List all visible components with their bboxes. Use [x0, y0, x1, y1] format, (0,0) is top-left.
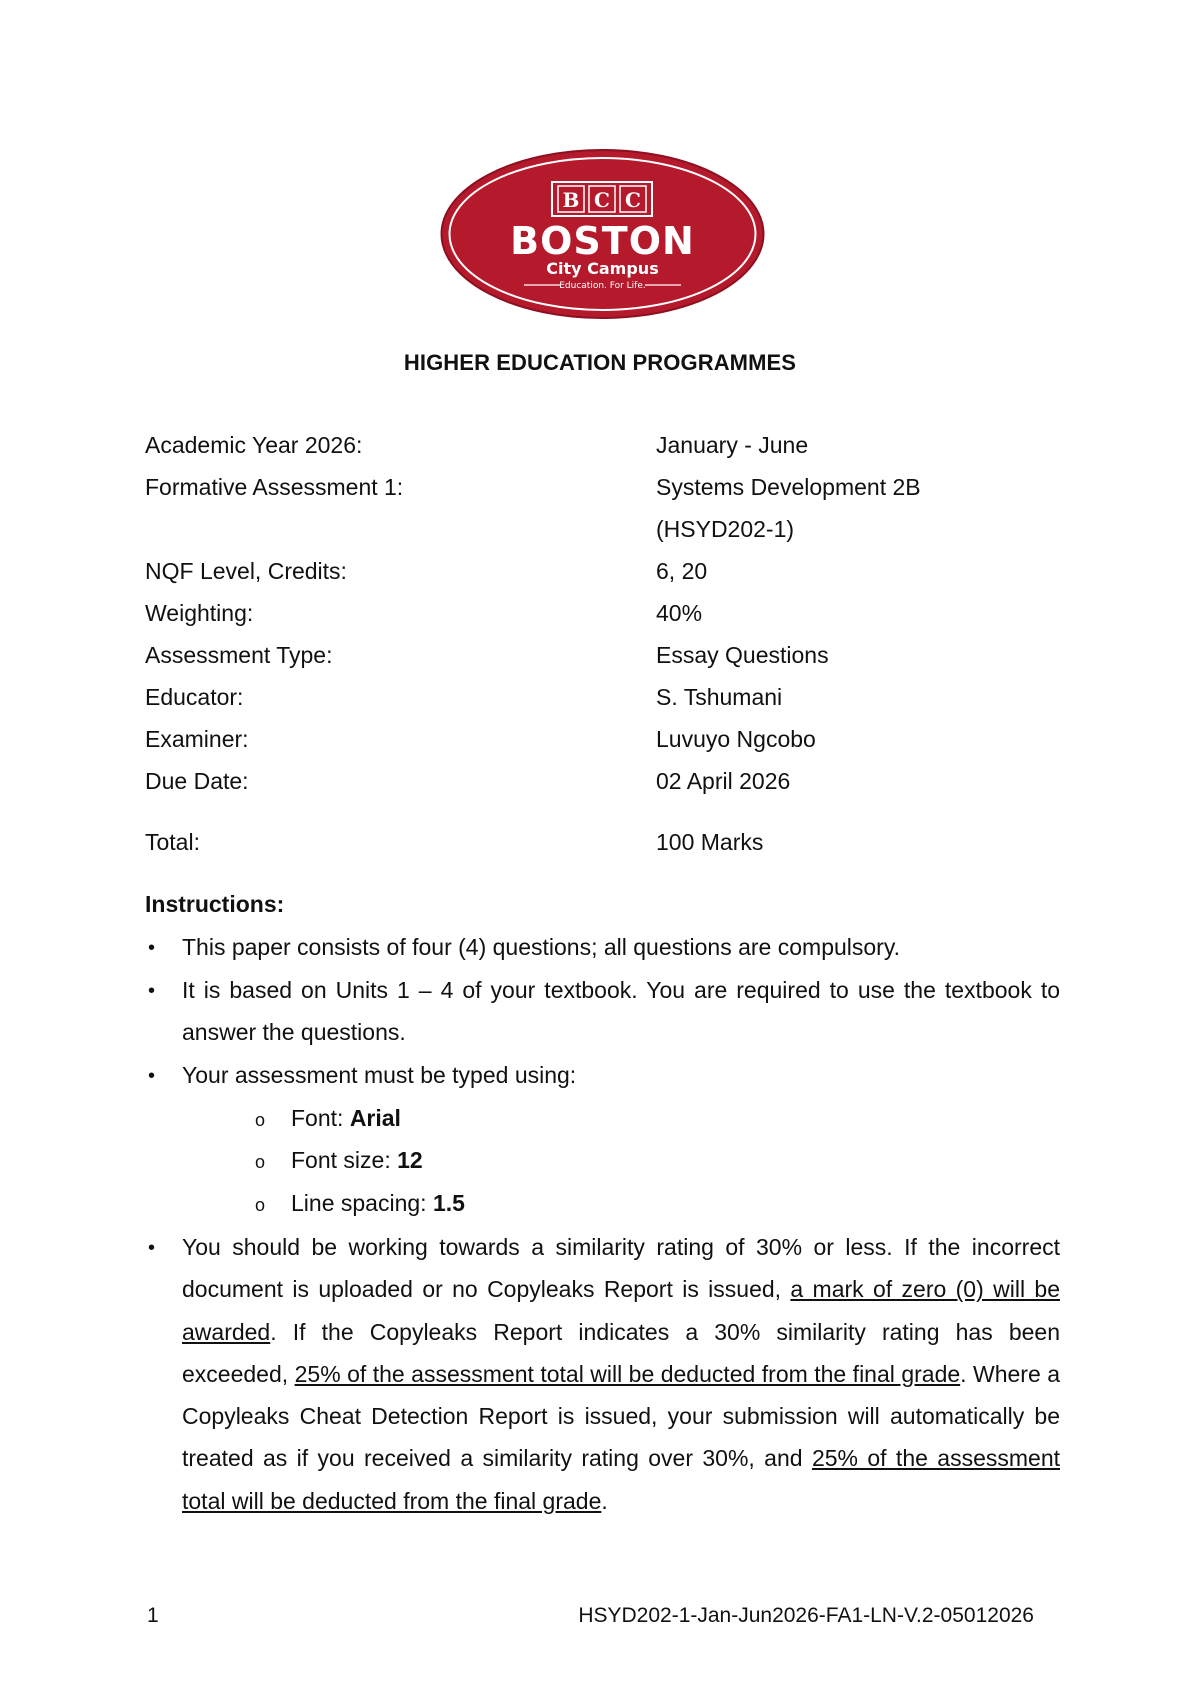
page-heading: HIGHER EDUCATION PROGRAMMES — [403, 350, 797, 375]
logo-name: BOSTON — [510, 219, 695, 263]
format-label: Font size: — [291, 1147, 398, 1173]
detail-label: Formative Assessment 1: — [145, 474, 404, 500]
logo-campus: City Campus — [546, 259, 659, 278]
detail-value: (HSYD202-1) — [656, 516, 795, 542]
detail-value: Essay Questions — [656, 642, 829, 668]
bullet-icon: • — [148, 1065, 156, 1087]
similarity-emphasis: 25% of the assessment total will be deducted from the final grade — [294, 1360, 961, 1387]
similarity-text: . If the Copyleaks Report indicates a 30% similarity rating has been exceeded, — [182, 1318, 1060, 1387]
format-value: Arial — [349, 1105, 401, 1131]
detail-value: January - June — [656, 432, 809, 458]
detail-label: Assessment Type: — [145, 642, 333, 668]
boston-city-campus-logo — [440, 148, 765, 320]
similarity-text: . Where a Copyleaks Cheat Detection Report is issued, your submission will automatically be treated as if you received a similarity rating over 30%, and — [182, 1360, 1060, 1472]
detail-value: 40% — [656, 600, 703, 626]
bullet-icon: • — [148, 937, 156, 959]
svg-text:B: B — [562, 188, 580, 212]
bullet-icon: • — [148, 980, 156, 1002]
page-number: 1 — [147, 1604, 159, 1627]
detail-label: Academic Year 2026: — [145, 432, 363, 458]
instruction-item: This paper consists of four (4) questions; all questions are compulsory. — [182, 934, 901, 960]
svg-text:C: C — [594, 188, 610, 212]
instruction-item: It is based on Units 1 – 4 of your textbook. You are required to use the textbook to answer the questions. — [182, 977, 1060, 1046]
detail-value: Systems Development 2B — [656, 474, 921, 500]
detail-value: 6, 20 — [656, 558, 708, 584]
instruction-item: Your assessment must be typed using: — [182, 1062, 577, 1088]
format-label: Font: — [291, 1105, 350, 1131]
similarity-text: You should be working towards a similarity rating of 30% or less. If the incorrect document is uploaded or no Copyleaks Report is issued, — [182, 1234, 1060, 1303]
format-value: 1.5 — [432, 1190, 465, 1216]
detail-label: Weighting: — [145, 600, 254, 626]
detail-label: Examiner: — [145, 726, 249, 752]
detail-label: Due Date: — [145, 768, 249, 794]
detail-value: 02 April 2026 — [656, 768, 791, 794]
detail-value: Luvuyo Ngcobo — [656, 726, 816, 752]
sub-bullet-icon: o — [255, 1195, 266, 1215]
similarity-text: . — [601, 1487, 608, 1514]
format-label: Line spacing: — [291, 1190, 433, 1216]
bullet-icon: • — [148, 1237, 156, 1259]
detail-label: Total: — [145, 829, 200, 855]
similarity-instruction — [182, 1226, 1060, 1522]
similarity-emphasis: 25% of the assessment total will be deducted from the final grade — [182, 1445, 1061, 1514]
instructions-title: Instructions: — [145, 891, 285, 917]
sub-bullet-icon: o — [255, 1152, 266, 1172]
logo-tagline: Education. For Life. — [559, 281, 646, 291]
format-line-spacing — [291, 1188, 465, 1218]
format-font-size — [291, 1145, 423, 1175]
format-font — [291, 1103, 401, 1133]
detail-label: Educator: — [145, 684, 244, 710]
detail-value: S. Tshumani — [656, 684, 783, 710]
sub-bullet-icon: o — [255, 1110, 266, 1130]
detail-label: NQF Level, Credits: — [145, 558, 347, 584]
detail-value: 100 Marks — [656, 829, 764, 855]
svg-text:C: C — [625, 188, 641, 212]
document-code: HSYD202-1-Jan-Jun2026-FA1-LN-V.2-05012026 — [578, 1604, 1034, 1627]
similarity-emphasis: a mark of zero (0) will be awarded — [182, 1276, 1060, 1345]
bcc-monogram — [552, 182, 652, 216]
format-value: 12 — [397, 1147, 423, 1173]
